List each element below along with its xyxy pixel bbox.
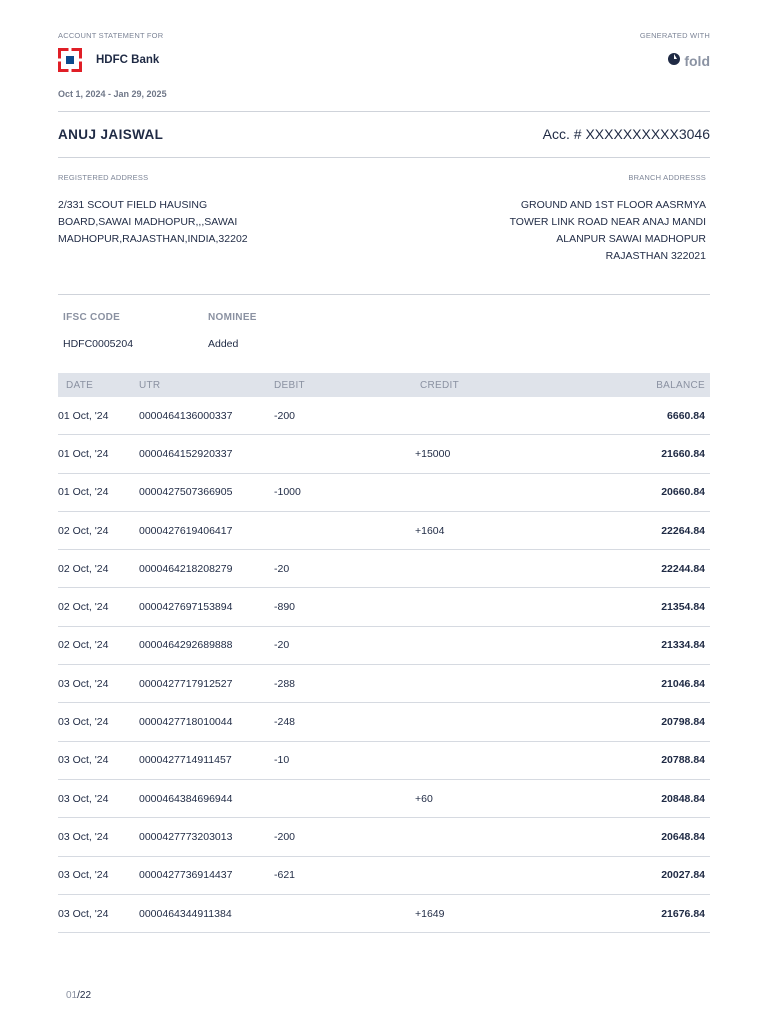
cell-utr: 0000427507366905 xyxy=(139,486,233,499)
cell-date: 01 Oct, '24 xyxy=(58,486,109,499)
registered-address xyxy=(58,197,258,248)
cell-utr: 0000464292689888 xyxy=(139,639,233,652)
table-row xyxy=(58,474,710,512)
table-row xyxy=(58,512,710,550)
cell-date: 02 Oct, '24 xyxy=(58,562,109,575)
cell-balance: 20798.84 xyxy=(661,716,705,729)
cell-balance: 21354.84 xyxy=(661,601,705,614)
cell-utr: 0000464384696944 xyxy=(139,792,233,805)
cell-balance: 22244.84 xyxy=(661,562,705,575)
cell-date: 03 Oct, '24 xyxy=(58,830,109,843)
column-header-utr: UTR xyxy=(139,379,161,391)
cell-credit: +1649 xyxy=(415,907,445,920)
cell-utr: 0000427718010044 xyxy=(139,716,233,729)
column-header-debit: DEBIT xyxy=(274,379,305,391)
cell-date: 03 Oct, '24 xyxy=(58,907,109,920)
cell-date: 01 Oct, '24 xyxy=(58,447,109,460)
column-header-credit: CREDIT xyxy=(420,379,460,391)
address-line: MADHOPUR,RAJASTHAN,INDIA,32202 xyxy=(58,233,248,245)
registered-address-label: REGISTERED ADDRESS xyxy=(58,173,149,182)
table-row xyxy=(58,857,710,895)
cell-debit: -10 xyxy=(274,754,290,767)
cell-date: 03 Oct, '24 xyxy=(58,716,109,729)
cell-date: 01 Oct, '24 xyxy=(58,409,109,422)
address-line: GROUND AND 1ST FLOOR AASRMYA xyxy=(520,199,706,211)
branch-address-label: BRANCH ADDRESSS xyxy=(628,173,706,182)
cell-balance: 21334.84 xyxy=(661,639,705,652)
statement-date-range: Oct 1, 2024 - Jan 29, 2025 xyxy=(58,89,167,99)
cell-utr: 0000427619406417 xyxy=(139,524,233,537)
cell-date: 02 Oct, '24 xyxy=(58,524,109,537)
table-row xyxy=(58,665,710,703)
column-header-balance: BALANCE xyxy=(656,379,705,391)
cell-utr: 0000427717912527 xyxy=(139,677,233,690)
account-number: Acc. # XXXXXXXXXX3046 xyxy=(542,126,710,142)
cell-utr: 0000427697153894 xyxy=(139,601,233,614)
table-row xyxy=(58,435,710,473)
cell-date: 02 Oct, '24 xyxy=(58,601,109,614)
table-row xyxy=(58,627,710,665)
table-row xyxy=(58,780,710,818)
cell-balance: 21046.84 xyxy=(661,677,705,690)
fold-logo-icon xyxy=(668,52,680,70)
cell-date: 03 Oct, '24 xyxy=(58,792,109,805)
page-current: 01 xyxy=(66,990,78,1001)
cell-debit: -200 xyxy=(274,830,296,843)
divider xyxy=(58,294,710,295)
cell-balance: 21660.84 xyxy=(661,447,705,460)
cell-debit: -248 xyxy=(274,716,296,729)
cell-balance: 21676.84 xyxy=(661,907,705,920)
nominee-value: Added xyxy=(208,338,239,350)
cell-debit: -621 xyxy=(274,869,296,882)
branch-address xyxy=(466,197,706,265)
cell-debit: -20 xyxy=(274,562,290,575)
cell-date: 03 Oct, '24 xyxy=(58,677,109,690)
bank-brand xyxy=(58,48,159,72)
cell-credit: +1604 xyxy=(415,524,445,537)
cell-balance: 22264.84 xyxy=(661,524,705,537)
address-line: RAJASTHAN 322021 xyxy=(605,250,706,262)
cell-date: 02 Oct, '24 xyxy=(58,639,109,652)
generated-with-label: GENERATED WITH xyxy=(639,31,710,40)
ifsc-value: HDFC0005204 xyxy=(63,338,134,350)
cell-balance: 6660.84 xyxy=(667,409,705,422)
address-line: 2/331 SCOUT FIELD HAUSING xyxy=(58,199,208,211)
cell-utr: 0000464152920337 xyxy=(139,447,233,460)
cell-balance: 20660.84 xyxy=(661,486,705,499)
account-holder-name: ANUJ JAISWAL xyxy=(58,127,164,142)
address-line: ALANPUR SAWAI MADHOPUR xyxy=(556,233,706,245)
table-row xyxy=(58,588,710,626)
cell-debit: -200 xyxy=(274,409,296,422)
column-header-date: DATE xyxy=(66,379,94,391)
table-header xyxy=(58,373,710,397)
divider xyxy=(58,111,710,112)
cell-balance: 20027.84 xyxy=(661,869,705,882)
hdfc-logo-icon xyxy=(58,48,82,72)
cell-debit: -288 xyxy=(274,677,296,690)
table-row xyxy=(58,818,710,856)
cell-debit: -20 xyxy=(274,639,290,652)
page-number xyxy=(66,990,91,1001)
cell-utr: 0000427736914437 xyxy=(139,869,233,882)
address-line: BOARD,SAWAI MADHOPUR,,,SAWAI xyxy=(58,216,238,228)
cell-balance: 20648.84 xyxy=(661,830,705,843)
table-body xyxy=(58,397,710,933)
table-row xyxy=(58,703,710,741)
ifsc-label: IFSC CODE xyxy=(63,312,121,323)
page-total: /22 xyxy=(77,990,92,1001)
divider xyxy=(58,157,710,158)
cell-utr: 0000464218208279 xyxy=(139,562,233,575)
table-row xyxy=(58,895,710,933)
cell-date: 03 Oct, '24 xyxy=(58,869,109,882)
transactions-table xyxy=(58,373,710,933)
table-row xyxy=(58,742,710,780)
cell-utr: 0000427714911457 xyxy=(139,754,232,767)
address-line: TOWER LINK ROAD NEAR ANAJ MANDI xyxy=(509,216,706,228)
cell-utr: 0000464136000337 xyxy=(139,409,233,422)
cell-utr: 0000464344911384 xyxy=(139,907,232,920)
cell-debit: -1000 xyxy=(274,486,301,499)
cell-balance: 20848.84 xyxy=(661,792,705,805)
cell-utr: 0000427773203013 xyxy=(139,830,233,843)
cell-balance: 20788.84 xyxy=(661,754,705,767)
bank-name: HDFC Bank xyxy=(96,54,160,66)
cell-credit: +60 xyxy=(415,792,433,805)
statement-for-label: ACCOUNT STATEMENT FOR xyxy=(58,31,164,40)
cell-debit: -890 xyxy=(274,601,296,614)
nominee-label: NOMINEE xyxy=(208,312,257,323)
fold-name: fold xyxy=(684,53,710,69)
table-row xyxy=(58,397,710,435)
fold-brand xyxy=(668,52,710,70)
table-row xyxy=(58,550,710,588)
cell-date: 03 Oct, '24 xyxy=(58,754,109,767)
cell-credit: +15000 xyxy=(415,447,451,460)
